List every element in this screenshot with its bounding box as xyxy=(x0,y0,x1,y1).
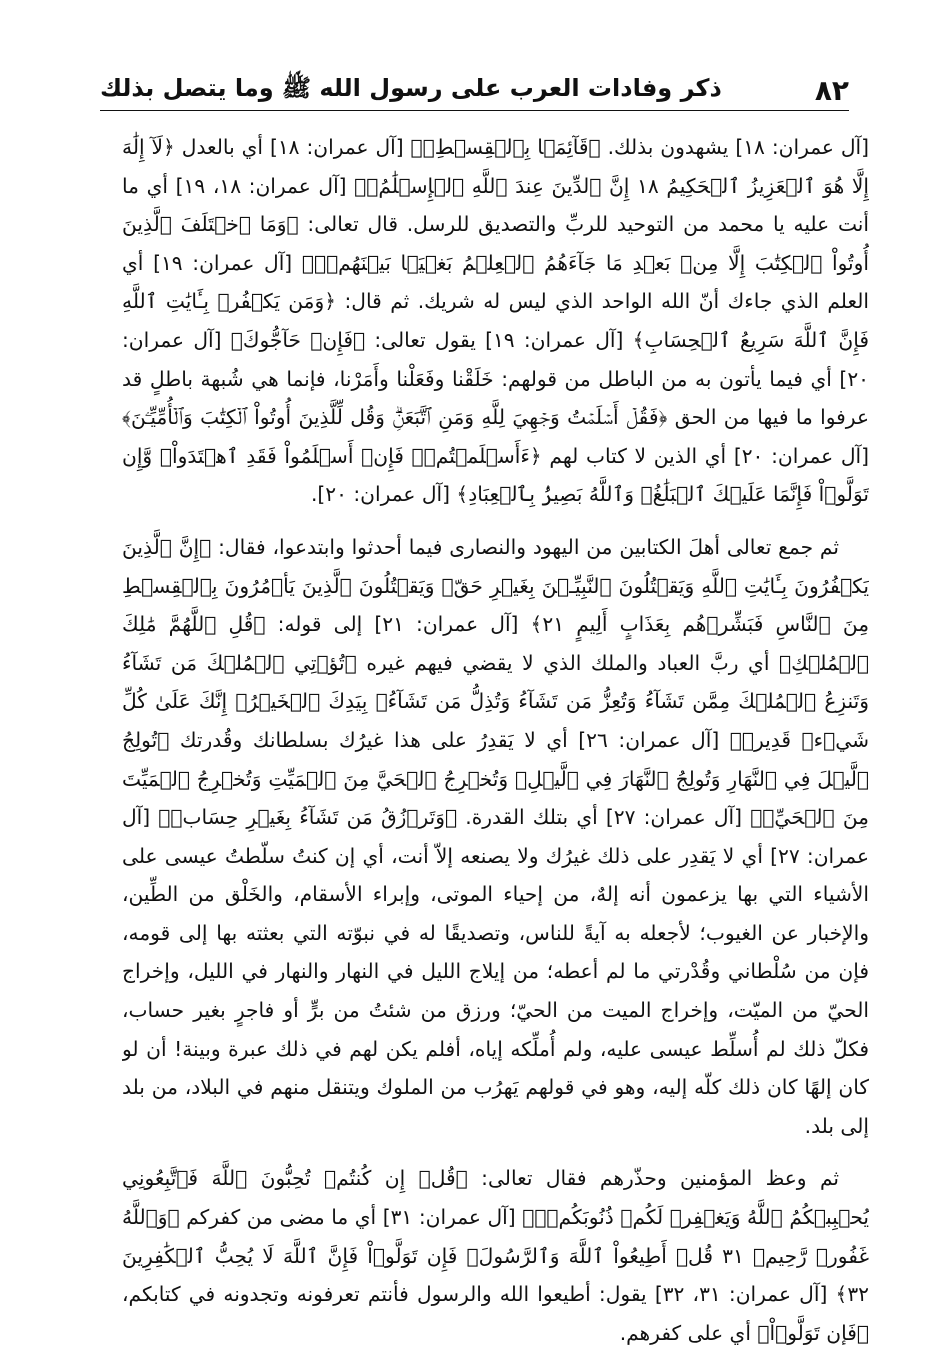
running-title: ذكر وفادات العرب على رسول الله ﷺ وما يتصل بذلك xyxy=(100,73,722,102)
page-number: ٨٢ xyxy=(814,73,849,107)
page-body xyxy=(122,128,869,1346)
body-paragraph-1: [آل عمران: ١٨] يشهدون بذلك. ﴿قَآئِمَۢا بِٱلۡقِسۡطِۚ﴾ [آل عمران: ١٨] أي بالعدل ﴿لَآ إِلَٰهَ إِلَّا هُوَ ٱلۡعَزِيزُ ٱلۡحَكِيمُ ١٨ إِنَّ ٱلدِّينَ عِندَ ٱللَّهِ ٱلۡإِسۡلَٰمُۗ﴾ [آل عمران: ١٨، ١٩] أي ما أنت عليه يا محمد من التوحيد للربِّ والتصديق للرسل. قال تعالى: ﴿وَمَا ٱخۡتَلَفَ ٱلَّذِينَ أُوتُواْ ٱلۡكِتَٰبَ إِلَّا مِنۢ بَعۡدِ مَا جَآءَهُمُ ٱلۡعِلۡمُ بَغۡيَۢا بَيۡنَهُمۡۗ﴾ [آل عمران: ١٩] أي العلم الذي جاءك أنّ الله الواحد الذي ليس له شريك. ثم قال: ﴿وَمَن يَكۡفُرۡ بِـَٔايَٰتِ ٱللَّهِ فَإِنَّ ٱللَّهَ سَرِيعُ ٱلۡحِسَابِ﴾ [آل عمران: ١٩] يقول تعالى: ﴿فَإِنۡ حَآجُّوكَ﴾ [آل عمران: ٢٠] أي فيما يأتون به من الباطل من قولهم: خَلَقْنا وفَعَلْنا وأَمَرْنا، فإنما هي شُبهة باطلٍ قد عرفوا ما فيها من الحق ﴿فَقُلۡ أَسۡلَمۡتُ وَجۡهِيَ لِلَّهِ وَمَنِ ٱتَّبَعَنِۗ وَقُل لِّلَّذِينَ أُوتُواْ ٱلۡكِتَٰبَ وَٱلۡأُمِّيِّـۧنَ﴾ [آل عمران: ٢٠] أي الذين لا كتاب لهم ﴿ءَأَسۡلَمۡتُمۡۚ فَإِنۡ أَسۡلَمُواْ فَقَدِ ٱهۡتَدَواْۖ وَّإِن تَوَلَّوۡاْ فَإِنَّمَا عَلَيۡكَ ٱلۡبَلَٰغُۗ وَٱللَّهُ بَصِيرُۢ بِٱلۡعِبَادِ﴾ [آل عمران: ٢٠]. xyxy=(122,135,869,507)
body-paragraph-3: ثم وعظ المؤمنين وحذّرهم فقال تعالى: ﴿قُلۡ إِن كُنتُمۡ تُحِبُّونَ ٱللَّهَ فَٱتَّبِعُونِي يُحۡبِبۡكُمُ ٱللَّهُ وَيَغۡفِرۡ لَكُمۡ ذُنُوبَكُمۡۚ﴾ [آل عمران: ٣١] أي ما مضى من كفركم ﴿وَٱللَّهُ غَفُورٞ رَّحِيمٞ ٣١ قُلۡ أَطِيعُواْ ٱللَّهَ وَٱلرَّسُولَۖ فَإِن تَوَلَّوۡاْ فَإِنَّ ٱللَّهَ لَا يُحِبُّ ٱلۡكَٰفِرِينَ ٣٢﴾ [آل عمران: ٣١، ٣٢] يقول: أطيعوا الله والرسول فأنتم تعرفونه وتجدونه في كتابكم، ﴿فَإِن تَوَلَّوۡاْ﴾ أي على كفرهم. xyxy=(122,1166,869,1345)
page-header xyxy=(100,70,849,111)
body-paragraph-2: ثم جمع تعالى أهلَ الكتابين من اليهود والنصارى فيما أحدثوا وابتدعوا، فقال: ﴿إِنَّ ٱلَّذِينَ يَكۡفُرُونَ بِـَٔايَٰتِ ٱللَّهِ وَيَقۡتُلُونَ ٱلنَّبِيِّـۧنَ بِغَيۡرِ حَقّٖ وَيَقۡتُلُونَ ٱلَّذِينَ يَأۡمُرُونَ بِٱلۡقِسۡطِ مِنَ ٱلنَّاسِ فَبَشِّرۡهُم بِعَذَابٍ أَلِيمٍ ٢١﴾ [آل عمران: ٢١] إلى قوله: ﴿قُلِ ٱللَّهُمَّ مَٰلِكَ ٱلۡمُلۡكِ﴾ أي ربَّ العباد والملك الذي لا يقضي فيهم غيره ﴿تُؤۡتِي ٱلۡمُلۡكَ مَن تَشَآءُ وَتَنزِعُ ٱلۡمُلۡكَ مِمَّن تَشَآءُ وَتُعِزُّ مَن تَشَآءُ وَتُذِلُّ مَن تَشَآءُۖ بِيَدِكَ ٱلۡخَيۡرُۖ إِنَّكَ عَلَىٰ كُلِّ شَيۡءٖ قَدِيرٞ﴾ [آل عمران: ٢٦] أي لا يَقدِرُ على هذا غيرُك بسلطانك وقُدرتك ﴿تُولِجُ ٱلَّيۡلَ فِي ٱلنَّهَارِ وَتُولِجُ ٱلنَّهَارَ فِي ٱلَّيۡلِۖ وَتُخۡرِجُ ٱلۡحَيَّ مِنَ ٱلۡمَيِّتِ وَتُخۡرِجُ ٱلۡمَيِّتَ مِنَ ٱلۡحَيِّۖ﴾ [آل عمران: ٢٧] أي بتلك القدرة. ﴿وَتَرۡزُقُ مَن تَشَآءُ بِغَيۡرِ حِسَابٖ﴾ [آل عمران: ٢٧] أي لا يَقدِر على ذلك غيرُك ولا يصنعه إلاّ أنت، أي إن كنتُ سلّطتُ عيسى على الأشياء التي بها يزعمون أنه إلهٌ، من إحياء الموتى، وإبراء الأسقام، والخَلْق من الطِّين، والإخبار عن الغيوب؛ لأجعله به آيةً للناس، وتصديقًا له في نبوّته التي بعثته بها إلى قومه، فإن من سُلْطاني وقُدْرتي ما لم أعطه؛ من إيلاج الليل في النهار والنهار في الليل، وإخراج الحيّ من الميّت، وإخراج الميت من الحيّ؛ ورزق من شئتُ من برٍّ أو فاجرٍ بغير حساب، فكلّ ذلك لم أُسلِّط عيسى عليه، ولم أُملِّكه إياه، أفلم يكن لهم في ذلك عبرة وبينة! أن لو كان إلهًا كان ذلك كلّه إليه، وهو في قولهم يَهرُب من الملوك ويتنقل منهم في البلاد، من بلد إلى بلد. xyxy=(122,534,869,1138)
